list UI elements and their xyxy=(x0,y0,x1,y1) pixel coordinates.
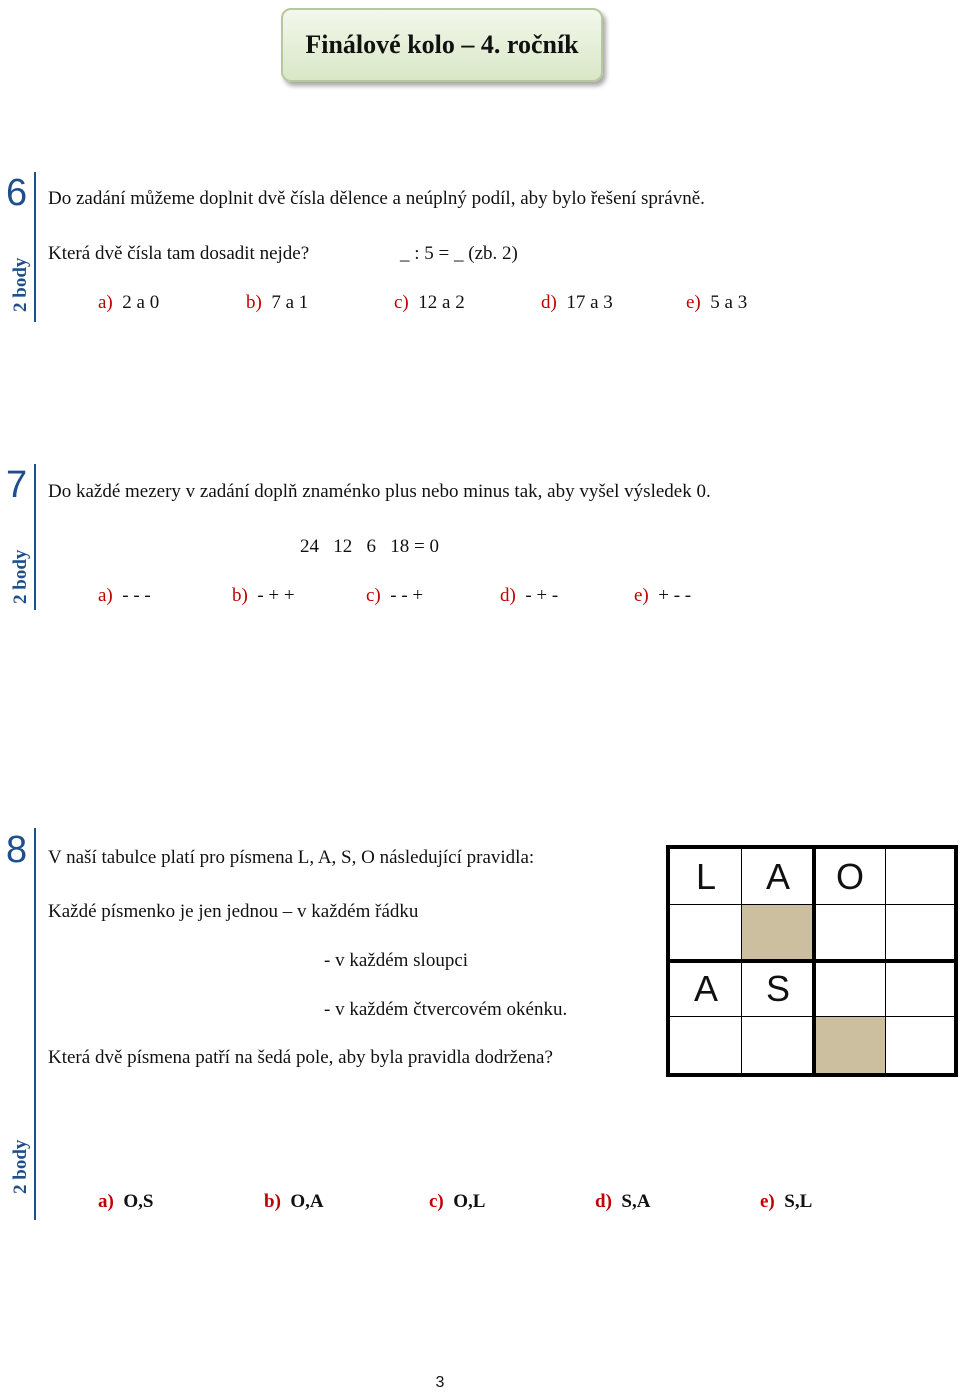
option-value: 12 a 2 xyxy=(418,292,465,313)
option-value: + - - xyxy=(658,585,692,606)
option-label: b) xyxy=(246,292,262,313)
option-value: - + - xyxy=(525,585,559,606)
option-value: S,L xyxy=(784,1191,813,1212)
question-8-side-bar xyxy=(34,828,36,1220)
question-8-rule-row: Každé písmenko je jen jednou – v každém řádku xyxy=(48,901,419,922)
question-6-question: Která dvě čísla tam dosadit nejde? xyxy=(48,243,310,264)
option-label: e) xyxy=(686,292,701,313)
option-value: 17 a 3 xyxy=(566,292,613,313)
grid-line xyxy=(741,849,742,1073)
question-7-option-b[interactable] xyxy=(232,586,295,605)
question-8-number: 8 xyxy=(6,829,28,871)
question-7-text: Do každé mezery v zadání doplň znaménko plus nebo minus tak, aby vyšel výsledek 0. xyxy=(48,481,711,502)
option-value: S,A xyxy=(621,1191,651,1212)
question-8-rule-box: - v každém čtvercovém okénku. xyxy=(324,999,568,1020)
question-7-equation: 24 12 6 18 = 0 xyxy=(300,536,439,557)
option-label: e) xyxy=(760,1191,775,1212)
question-8-option-b[interactable] xyxy=(264,1192,324,1211)
grid-line-thick xyxy=(812,849,816,1073)
option-value: 7 a 1 xyxy=(271,292,309,313)
grid-cell: A xyxy=(765,856,790,897)
question-6-option-a[interactable] xyxy=(98,293,159,312)
option-value: O,S xyxy=(123,1191,154,1212)
question-6-option-c[interactable] xyxy=(394,293,465,312)
grid-cell xyxy=(886,849,958,905)
option-label: e) xyxy=(634,585,649,606)
option-label: a) xyxy=(98,1191,114,1212)
grid-cell xyxy=(886,961,958,1017)
page-title: Finálové kolo – 4. ročník xyxy=(305,30,579,59)
option-value: - - + xyxy=(390,585,424,606)
question-8-rule-column: - v každém sloupci xyxy=(324,950,469,971)
option-value: 5 a 3 xyxy=(710,292,748,313)
option-label: d) xyxy=(595,1191,612,1212)
option-label: a) xyxy=(98,585,113,606)
option-label: a) xyxy=(98,292,113,313)
option-label: b) xyxy=(264,1191,281,1212)
question-8-option-d[interactable] xyxy=(595,1192,650,1211)
grid-cell-grey xyxy=(814,1017,886,1073)
grid-cell: L xyxy=(695,856,717,897)
question-7-option-d[interactable] xyxy=(500,586,558,605)
question-8-option-c[interactable] xyxy=(429,1192,485,1211)
question-8-points: 2 body xyxy=(10,1139,31,1194)
option-label: c) xyxy=(394,292,409,313)
letter-grid xyxy=(666,845,958,1077)
option-value: O,A xyxy=(290,1191,324,1212)
question-7-option-c[interactable] xyxy=(366,586,423,605)
grid-cell xyxy=(814,961,886,1017)
option-label: b) xyxy=(232,585,248,606)
question-7-number: 7 xyxy=(6,464,28,506)
option-label: c) xyxy=(366,585,381,606)
question-6-equation: _ : 5 = _ (zb. 2) xyxy=(400,243,518,264)
option-value: 2 a 0 xyxy=(122,292,160,313)
option-label: c) xyxy=(429,1191,444,1212)
question-8-text: V naší tabulce platí pro písmena L, A, S, O následující pravidla: xyxy=(48,847,535,868)
grid-cell: O xyxy=(835,856,864,897)
question-6-points: 2 body xyxy=(10,257,31,312)
question-7-side-bar xyxy=(34,464,36,610)
page-number: 3 xyxy=(435,1374,445,1391)
title-banner xyxy=(281,8,603,82)
question-6-option-e[interactable] xyxy=(686,293,747,312)
question-7-option-a[interactable] xyxy=(98,586,151,605)
option-label: d) xyxy=(541,292,557,313)
question-8-option-a[interactable] xyxy=(98,1192,153,1211)
question-6-option-b[interactable] xyxy=(246,293,308,312)
question-6-side-bar xyxy=(34,172,36,322)
question-6-number: 6 xyxy=(6,172,28,214)
option-value: - - - xyxy=(122,585,151,606)
option-label: d) xyxy=(500,585,516,606)
question-7-points: 2 body xyxy=(10,549,31,604)
grid-line xyxy=(885,849,886,1073)
option-value: O,L xyxy=(453,1191,486,1212)
question-7-option-e[interactable] xyxy=(634,586,691,605)
grid-cell-grey xyxy=(742,905,814,961)
grid-cell: A xyxy=(693,968,718,1009)
option-value: - + + xyxy=(257,585,295,606)
grid-cell: S xyxy=(765,968,790,1009)
question-8-question: Která dvě písmena patří na šedá pole, aby byla pravidla dodržena? xyxy=(48,1047,553,1068)
question-8-option-e[interactable] xyxy=(760,1192,812,1211)
question-6-text: Do zadání můžeme doplnit dvě čísla dělence a neúplný podíl, aby bylo řešení správně. xyxy=(48,188,705,209)
question-6-option-d[interactable] xyxy=(541,293,613,312)
